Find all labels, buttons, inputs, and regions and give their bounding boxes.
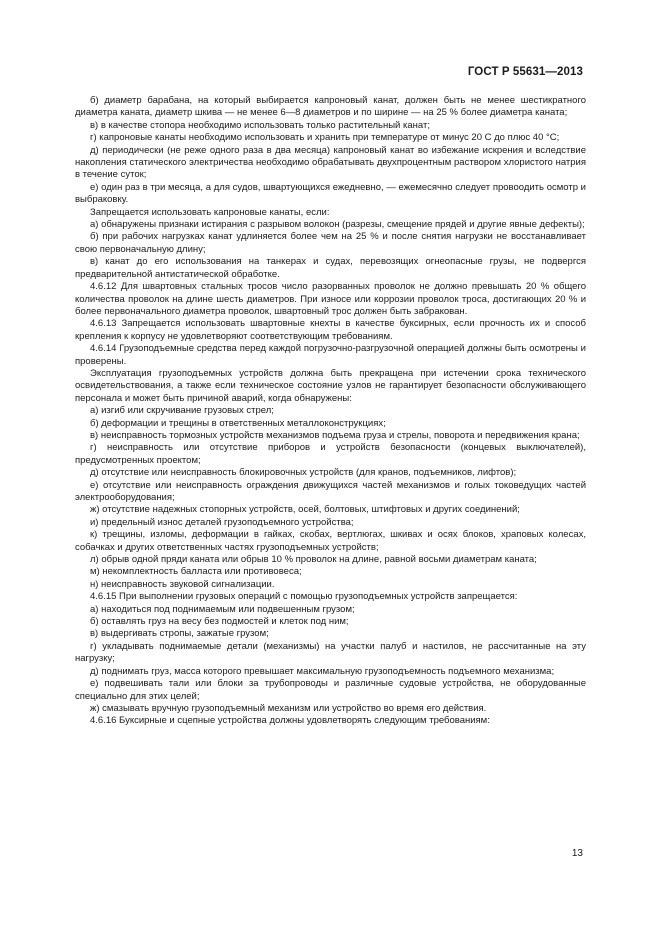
paragraph: ж) смазывать вручную грузоподъемный механизм или устройство во время его действия.	[90, 702, 487, 714]
paragraph: г) капроновые канаты необходимо использовать и хранить при температуре от минус 20 С до плюс 40 °С;	[90, 132, 560, 144]
paragraph: Запрещается использовать капроновые канаты, если:	[90, 206, 330, 218]
paragraph: 4.6.15 При выполнении грузовых операций с помощью грузоподъемных устройств запрещается:	[90, 591, 518, 603]
document-body	[75, 95, 586, 728]
paragraph: л) обрыв одной пряди каната или обрыв 10 % проволок на длине, равной восьми диаметрам каната;	[90, 554, 537, 566]
paragraph: 4.6.13 Запрещается использовать швартовные кнехты в качестве буксирных, если прочность их и способ крепления к корпусу не удовлетворяют соответствующим требованиям.	[75, 318, 586, 342]
paragraph: б) при рабочих нагрузках канат удлиняется более чем на 25 % и после снятия нагрузки не восстанавливает свою первоначальную длину;	[75, 231, 586, 255]
paragraph: 4.6.14 Грузоподъемные средства перед каждой погрузочно-разгрузочной операцией должны быть осмотрены и проверены.	[75, 343, 586, 367]
paragraph: 4.6.12 Для швартовных стальных тросов число разорванных проволок не должно превышать 20 % общего количества проволок на длине шесть диаметров. При износе или коррозии проволок троса, достигающих 20 % и более первоначального диаметра проволок, швартовный трос должен быть забракован.	[75, 281, 586, 317]
paragraph: д) поднимать груз, масса которого превышает максимальную грузоподъемность подъемного механизма;	[90, 665, 555, 677]
paragraph: к) трещины, изломы, деформации в гайках, скобах, вертлюгах, шкивах и осях блоков, храповых колесах, собачках и других ответственных частях грузоподъемных устройств;	[75, 529, 586, 553]
paragraph: в) неисправность тормозных устройств механизмов подъема груза и стрелы, поворота и передвижения крана;	[90, 429, 580, 441]
paragraph: б) оставлять груз на весу без подмостей и клеток под ним;	[90, 616, 349, 628]
paragraph: и) предельный износ деталей грузоподъемного устройства;	[90, 516, 354, 528]
paragraph: 4.6.16 Буксирные и сцепные устройства должны удовлетворять следующим требованиям:	[90, 715, 490, 727]
paragraph: е) подвешивать тали или блоки за трубопроводы и различные судовые устройства, не оборудованные специально для этих целей;	[75, 678, 586, 702]
paragraph: ж) отсутствие надежных стопорных устройств, осей, болтовых, штифтовых и других соединений;	[90, 504, 520, 516]
paragraph: б) деформации и трещины в ответственных металлоконструкциях;	[90, 417, 386, 429]
paragraph: в) канат до его использования на танкерах и судах, перевозящих огнеопасные грузы, не подвергся предварительной антистатической обработке.	[75, 256, 586, 280]
paragraph: н) неисправность звуковой сигнализации.	[90, 578, 275, 590]
paragraph: а) обнаружены признаки истирания с разрывом волокон (разрезы, смещение прядей и другие явные дефекты);	[90, 219, 585, 231]
page-number: 13	[571, 848, 583, 859]
paragraph: м) некомплектность балласта или противовеса;	[90, 566, 302, 578]
paragraph: г) укладывать поднимаемые детали (механизмы) на участки палуб и настилов, не рассчитанные на эту нагрузку;	[75, 640, 586, 665]
paragraph: в) выдергивать стропы, зажатые грузом;	[90, 628, 269, 640]
paragraph: е) отсутствие или неисправность ограждения движущихся частей механизмов и голых токоведущих частей электрооборудования;	[75, 479, 586, 503]
paragraph: Эксплуатация грузоподъемных устройств должна быть прекращена при истечении срока технического освидетельствования, а также если техническое состояние узлов не гарантирует безопасности обслуживающего персонала и может быть причиной аварий, когда обнаружены:	[75, 367, 586, 404]
paragraph: б) диаметр барабана, на который выбирается капроновый канат, должен быть не менее шестикратного диаметра каната, диаметр шкива — не менее 6—8 диаметров и по ширине — на 25 % более диаметра каната;	[75, 95, 586, 119]
paragraph: в) в качестве стопора необходимо использовать только растительный канат;	[90, 119, 430, 131]
paragraph: а) находиться под поднимаемым или подвешенным грузом;	[90, 603, 355, 615]
paragraph: е) один раз в три месяца, а для судов, швартующихся ежедневно, — ежемесячно следует провоодить осмотр и выбраковку.	[75, 181, 586, 206]
paragraph: д) отсутствие или неисправность блокировочных устройств (для кранов, подъемников, лифтов);	[90, 467, 517, 479]
paragraph: г) неисправность или отсутствие приборов и устройств безопасности (концевых выключателей), предусмотренных проектом;	[75, 442, 586, 466]
paragraph: а) изгиб или скручивание грузовых стрел;	[90, 405, 274, 417]
document-header: ГОСТ Р 55631—2013	[467, 66, 583, 78]
paragraph: д) периодически (не реже одного раза в два месяца) капроновый канат во избежание искрения и вследствие накопления статического электричества необходимо обрабатывать двухпроцентным раствором хлористого натрия в течение суток;	[75, 144, 586, 181]
